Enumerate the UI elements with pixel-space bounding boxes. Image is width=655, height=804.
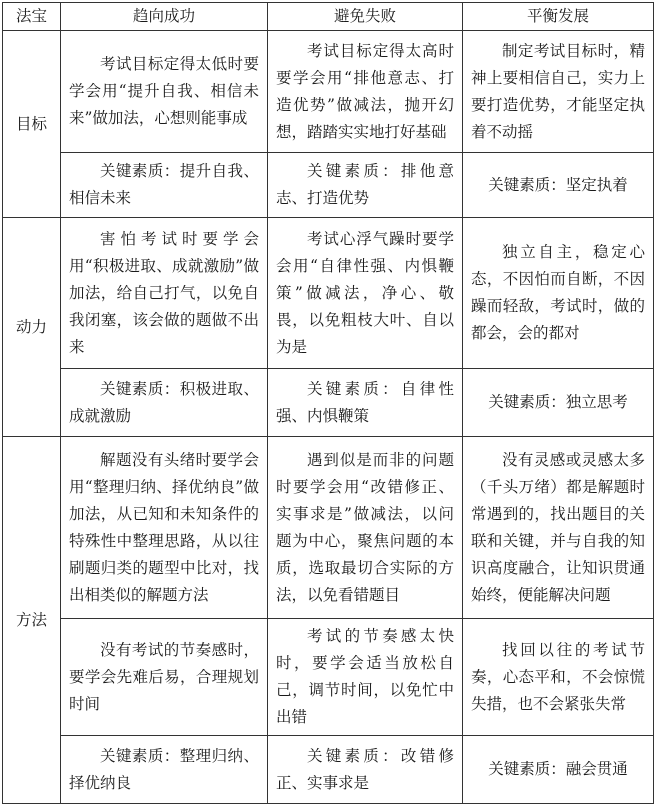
exam-strategy-table [2, 2, 654, 804]
motivation-row [3, 218, 654, 369]
method-avoid-quality: 关键素质：改错修正、实事求是 [268, 736, 463, 804]
goal-category: 目标 [3, 31, 61, 218]
motivation-success-text: 害怕考试时要学会用“积极进取、成就激励”做加法，给自己打气，以免自我闭塞，该会做的题做不出来 [61, 218, 268, 369]
header-row [3, 3, 654, 31]
method-category: 方法 [3, 437, 61, 804]
method-avoid-text-1: 遇到似是而非的问题时要学会用“改错修正、实事求是”做减法，以问题为中心，聚焦问题的本质，选取最切合实际的方法，以免看错题目 [268, 437, 463, 619]
header-magic-weapon: 法宝 [3, 3, 61, 31]
goal-quality-row [3, 153, 654, 218]
goal-avoid-quality: 关键素质：排他意志、打造优势 [268, 153, 463, 218]
method-quality-row [3, 736, 654, 804]
motivation-balance-quality: 关键素质：独立思考 [463, 369, 654, 437]
motivation-category: 动力 [3, 218, 61, 437]
motivation-avoid-text: 考试心浮气躁时要学会用“自律性强、内惧鞭策”做减法，净心、敬畏，以免粗枝大叶、自以为是 [268, 218, 463, 369]
goal-balance-quality: 关键素质：坚定执着 [463, 153, 654, 218]
method-success-text-1: 解题没有头绪时要学会用“整理归纳、择优纳良”做加法，从已知和未知条件的特殊性中整理思路，从以往刷题归类的题型中比对，找出相类似的解题方法 [61, 437, 268, 619]
method-success-text-2: 没有考试的节奏感时，要学会先难后易，合理规划时间 [61, 619, 268, 736]
header-balanced-development: 平衡发展 [463, 3, 654, 31]
motivation-quality-row [3, 369, 654, 437]
goal-avoid-text: 考试目标定得太高时要学会用“排他意志、打造优势”做减法，抛开幻想，踏踏实实地打好基础 [268, 31, 463, 153]
method-balance-quality: 关键素质：融会贯通 [463, 736, 654, 804]
header-avoid-failure: 避免失败 [268, 3, 463, 31]
method-avoid-text-2: 考试的节奏感太快时，要学会适当放松自己，调节时间，以免忙中出错 [268, 619, 463, 736]
method-row-2 [3, 619, 654, 736]
goal-balance-text: 制定考试目标时，精神上要相信自己，实力上要打造优势，才能坚定执着不动摇 [463, 31, 654, 153]
goal-success-quality: 关键素质：提升自我、相信未来 [61, 153, 268, 218]
method-balance-text-1: 没有灵感或灵感太多（千头万绪）都是解题时常遇到的，找出题目的关联和关键，并与自我的知识高度融合，让知识贯通始终，便能解决问题 [463, 437, 654, 619]
method-balance-text-2: 找回以往的考试节奏，心态平和，不会惊慌失措，也不会紧张失常 [463, 619, 654, 736]
motivation-success-quality: 关键素质：积极进取、成就激励 [61, 369, 268, 437]
header-toward-success: 趋向成功 [61, 3, 268, 31]
method-row-1 [3, 437, 654, 619]
motivation-balance-text: 独立自主，稳定心态，不因怕而自断，不因躁而轻敌，考试时，做的都会，会的都对 [463, 218, 654, 369]
motivation-avoid-quality: 关键素质：自律性强、内惧鞭策 [268, 369, 463, 437]
goal-success-text: 考试目标定得太低时要学会用“提升自我、相信未来”做加法，心想则能事成 [61, 31, 268, 153]
goal-row [3, 31, 654, 153]
method-success-quality: 关键素质：整理归纳、择优纳良 [61, 736, 268, 804]
